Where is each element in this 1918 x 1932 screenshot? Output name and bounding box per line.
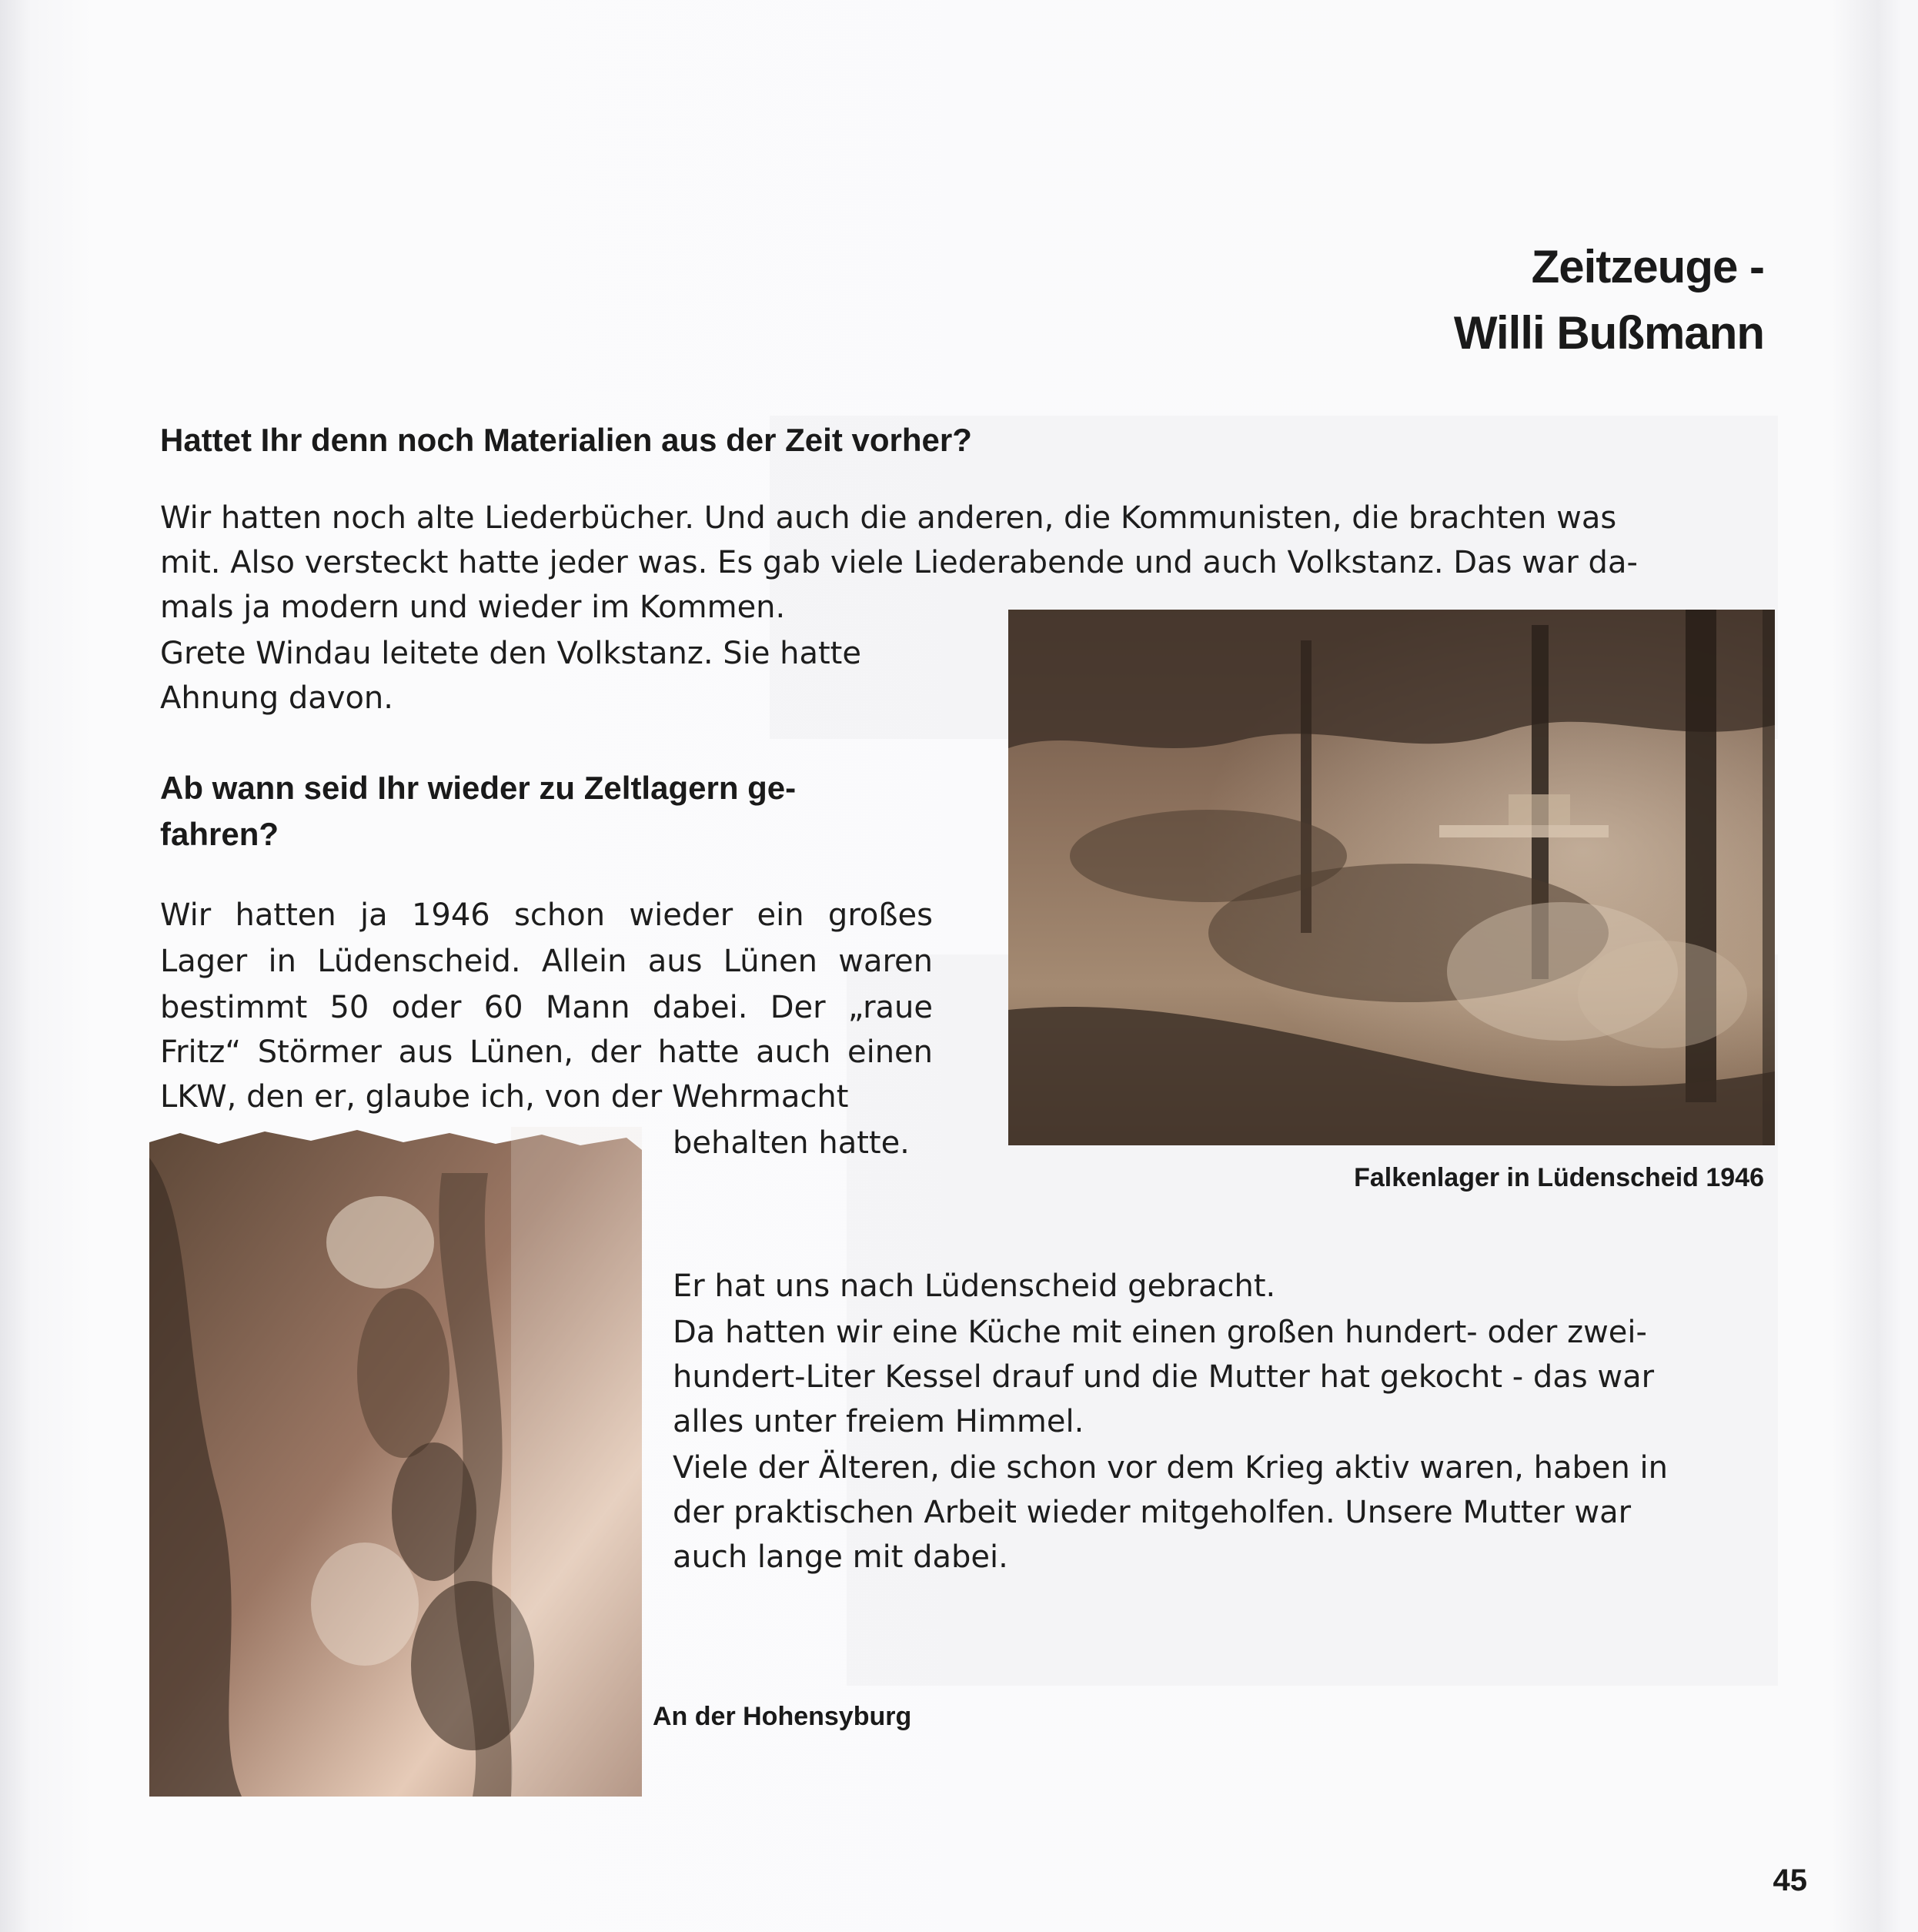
answer-1-line-4: Grete Windau leitete den Volkstanz. Sie hatte (160, 636, 861, 671)
answer-1-line-2: mit. Also versteckt hatte jeder was. Es gab viele Liederabende und auch Volkstanz. Das war da- (160, 545, 1638, 580)
answer-2-line-2: Lager in Lüdenscheid. Allein aus Lünen waren (160, 944, 933, 979)
answer-3-line-5: Viele der Älteren, die schon vor dem Krieg aktiv waren, haben in (673, 1450, 1669, 1486)
hohensyburg-photo (149, 1127, 642, 1797)
question-2-line-1: Ab wann seid Ihr wieder zu Zeltlagern ge- (160, 770, 797, 806)
answer-1-line-1: Wir hatten noch alte Liederbücher. Und auch die anderen, die Kommunisten, die brachten was (160, 500, 1617, 536)
heading-line-1: Zeitzeuge - (1531, 241, 1764, 292)
camp-photo-image (1008, 610, 1775, 1145)
answer-3-line-7: auch lange mit dabei. (673, 1539, 1008, 1575)
answer-2-line-1: Wir hatten ja 1946 schon wieder ein großes (160, 897, 933, 933)
hohensyburg-photo-image (149, 1127, 642, 1797)
answer-3-line-4: alles unter freiem Himmel. (673, 1404, 1084, 1439)
answer-3-line-3: hundert-Liter Kessel drauf und die Mutter hat gekocht - das war (673, 1359, 1655, 1395)
answer-3-line-2: Da hatten wir eine Küche mit einen großen hundert- oder zwei- (673, 1315, 1647, 1350)
answer-3-line-6: der praktischen Arbeit wieder mitgeholfen. Unsere Mutter war (673, 1495, 1632, 1530)
answer-2-line-5: LKW, den er, glaube ich, von der Wehrmacht (160, 1079, 849, 1115)
question-2-line-2: fahren? (160, 816, 279, 852)
answer-1-line-5: Ahnung davon. (160, 680, 393, 716)
answer-1-line-3: mals ja modern und wieder im Kommen. (160, 590, 786, 625)
camp-photo-caption: Falkenlager in Lüdenscheid 1946 (1354, 1163, 1764, 1192)
answer-2-line-6: behalten hatte. (673, 1125, 910, 1161)
camp-photo (1008, 610, 1775, 1145)
answer-3-line-1: Er hat uns nach Lüdenscheid gebracht. (673, 1269, 1276, 1304)
heading-line-2: Willi Bußmann (1453, 307, 1764, 359)
hohensyburg-photo-caption: An der Hohensyburg (653, 1702, 912, 1731)
answer-2-line-4: Fritz“ Störmer aus Lünen, der hatte auch einen (160, 1035, 933, 1070)
page-number: 45 (1773, 1863, 1807, 1897)
answer-2-line-3: bestimmt 50 oder 60 Mann dabei. Der „raue (160, 990, 933, 1025)
question-1: Hattet Ihr denn noch Materialien aus der Zeit vorher? (160, 422, 972, 458)
